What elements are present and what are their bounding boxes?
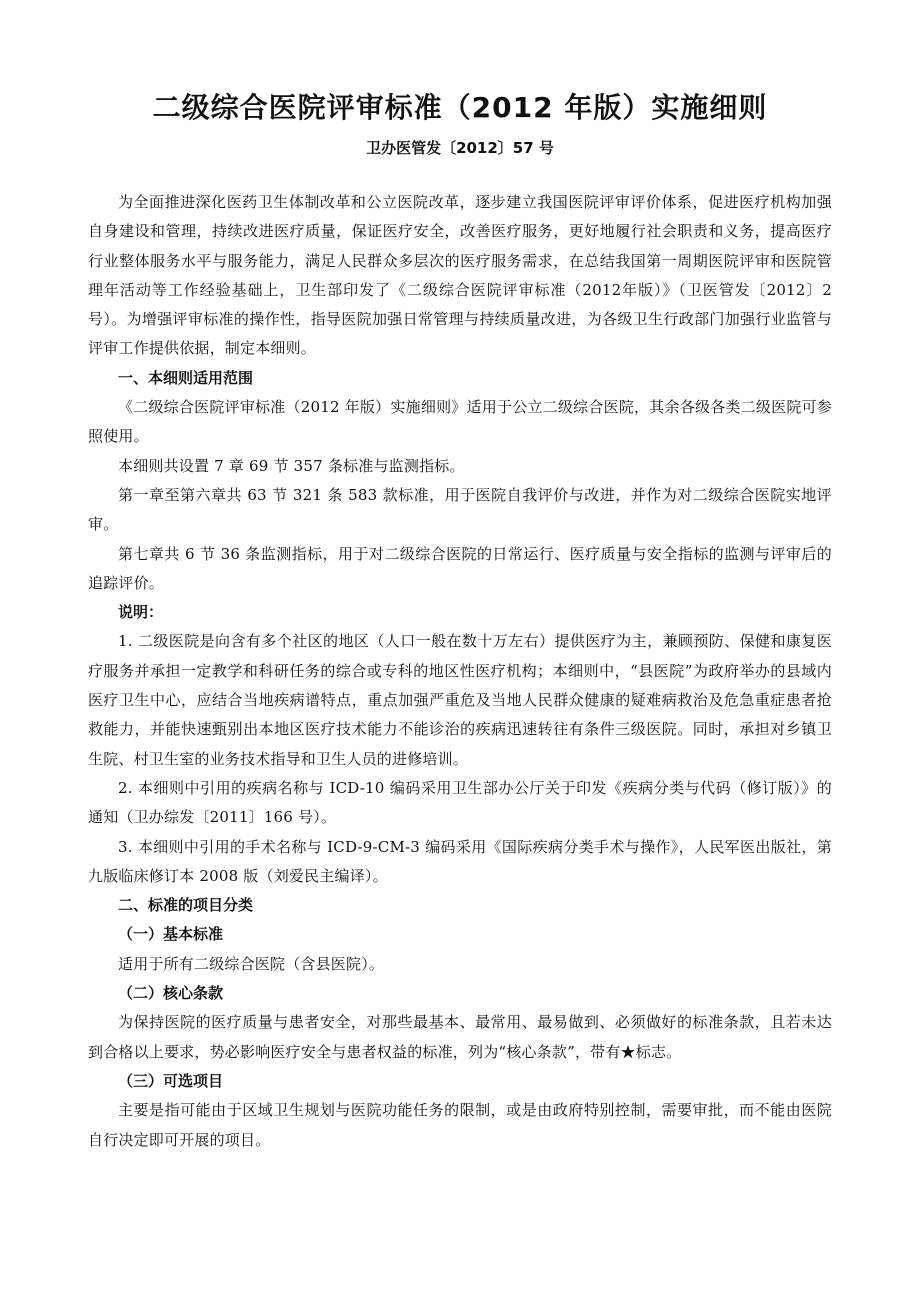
scope-paragraph-3: 第一章至第六章共 63 节 321 条 583 款标准，用于医院自我评价与改进，并作为对二级综合医院实地评审。: [88, 485, 832, 534]
optional-item-paragraph: 主要是指可能由于区域卫生规划与医院功能任务的限制，或是由政府特别控制，需要审批，而不能由医院自行决定即可开展的项目。: [88, 1101, 832, 1149]
subsection-heading-core: （二）核心条款: [118, 984, 224, 1003]
basic-standard-paragraph: 适用于所有二级综合医院（含县医院）。: [118, 954, 385, 973]
core-clause-paragraph: 为保持医院的医疗质量与患者安全，对那些最基本、最常用、最易做到、必须做好的标准条款，且若未达到合格以上要求，势必影响医疗安全与患者权益的标准，列为“核心条款”，带有★标志。: [88, 1013, 832, 1061]
note-3: 3. 本细则中引用的手术名称与 ICD-9-CM-3 编码采用《国际疾病分类手术与操作》，人民军医出版社，第九版临床修订本 2008 版（刘爱民主编译）。: [88, 837, 832, 885]
scope-paragraph-4: 第七章共 6 节 36 条监测指标，用于对二级综合医院的日常运行、医疗质量与安全指标的监测与评审后的追踪评价。: [88, 544, 832, 592]
section-heading-scope: 一、本细则适用范围: [118, 368, 254, 387]
notes-heading: 说明：: [118, 603, 164, 622]
subsection-heading-basic: （一）基本标准: [118, 925, 224, 944]
section-heading-classification: 二、标准的项目分类: [118, 896, 254, 915]
document-title: 二级综合医院评审标准（2012 年版）实施细则: [152, 91, 768, 124]
note-1: 1. 二级医院是向含有多个社区的地区（人口一般在数十万左右）提供医疗为主，兼顾预防、保健和康复医疗服务并承担一定教学和科研任务的综合或专科的地区性医疗机构；本细则中，“县医院”为政府举办的县域内医疗卫生中心，应结合当地疾病谱特点，重点加强严重危及当地人民群众健康的疑难病救治及危急重症患者抢救能力，并能快速甄别出本地区医疗技术能力不能诊治的疾病迅速转往有条件三级医院。同时，承担对乡镇卫生院、村卫生室的业务技术指导和卫生人员的进修培训。: [88, 632, 832, 768]
scope-paragraph-1: 《二级综合医院评审标准（2012 年版）实施细则》适用于公立二级综合医院，其余各级各类二级医院可参照使用。: [88, 398, 832, 446]
document-number: 卫办医管发〔2012〕57 号: [366, 139, 554, 157]
subsection-heading-optional: （三）可选项目: [118, 1071, 224, 1090]
document-body: [88, 188, 832, 1155]
intro-paragraph: 为全面推进深化医药卫生体制改革和公立医院改革，逐步建立我国医院评审评价体系，促进医疗机构加强自身建设和管理，持续改进医疗质量，保证医疗安全，改善医疗服务，更好地履行社会职责和义务，提高医疗行业整体服务水平与服务能力，满足人民群众多层次的医疗服务需求，在总结我国第一周期医院评审和医院管理年活动等工作经验基础上，卫生部印发了《二级综合医院评审标准（2012年版）》（卫医管发〔2012〕2 号）。为增强评审标准的操作性，指导医院加强日常管理与持续质量改进，为各级卫生行政部门加强行业监管与评审工作提供依据，制定本细则。: [88, 193, 832, 358]
note-2: 2. 本细则中引用的疾病名称与 ICD-10 编码采用卫生部办公厅关于印发《疾病分类与代码（修订版）》的通知（卫办综发〔2011〕166 号）。: [88, 778, 832, 827]
scope-paragraph-2: 本细则共设置 7 章 69 节 357 条标准与监测指标。: [118, 456, 465, 475]
